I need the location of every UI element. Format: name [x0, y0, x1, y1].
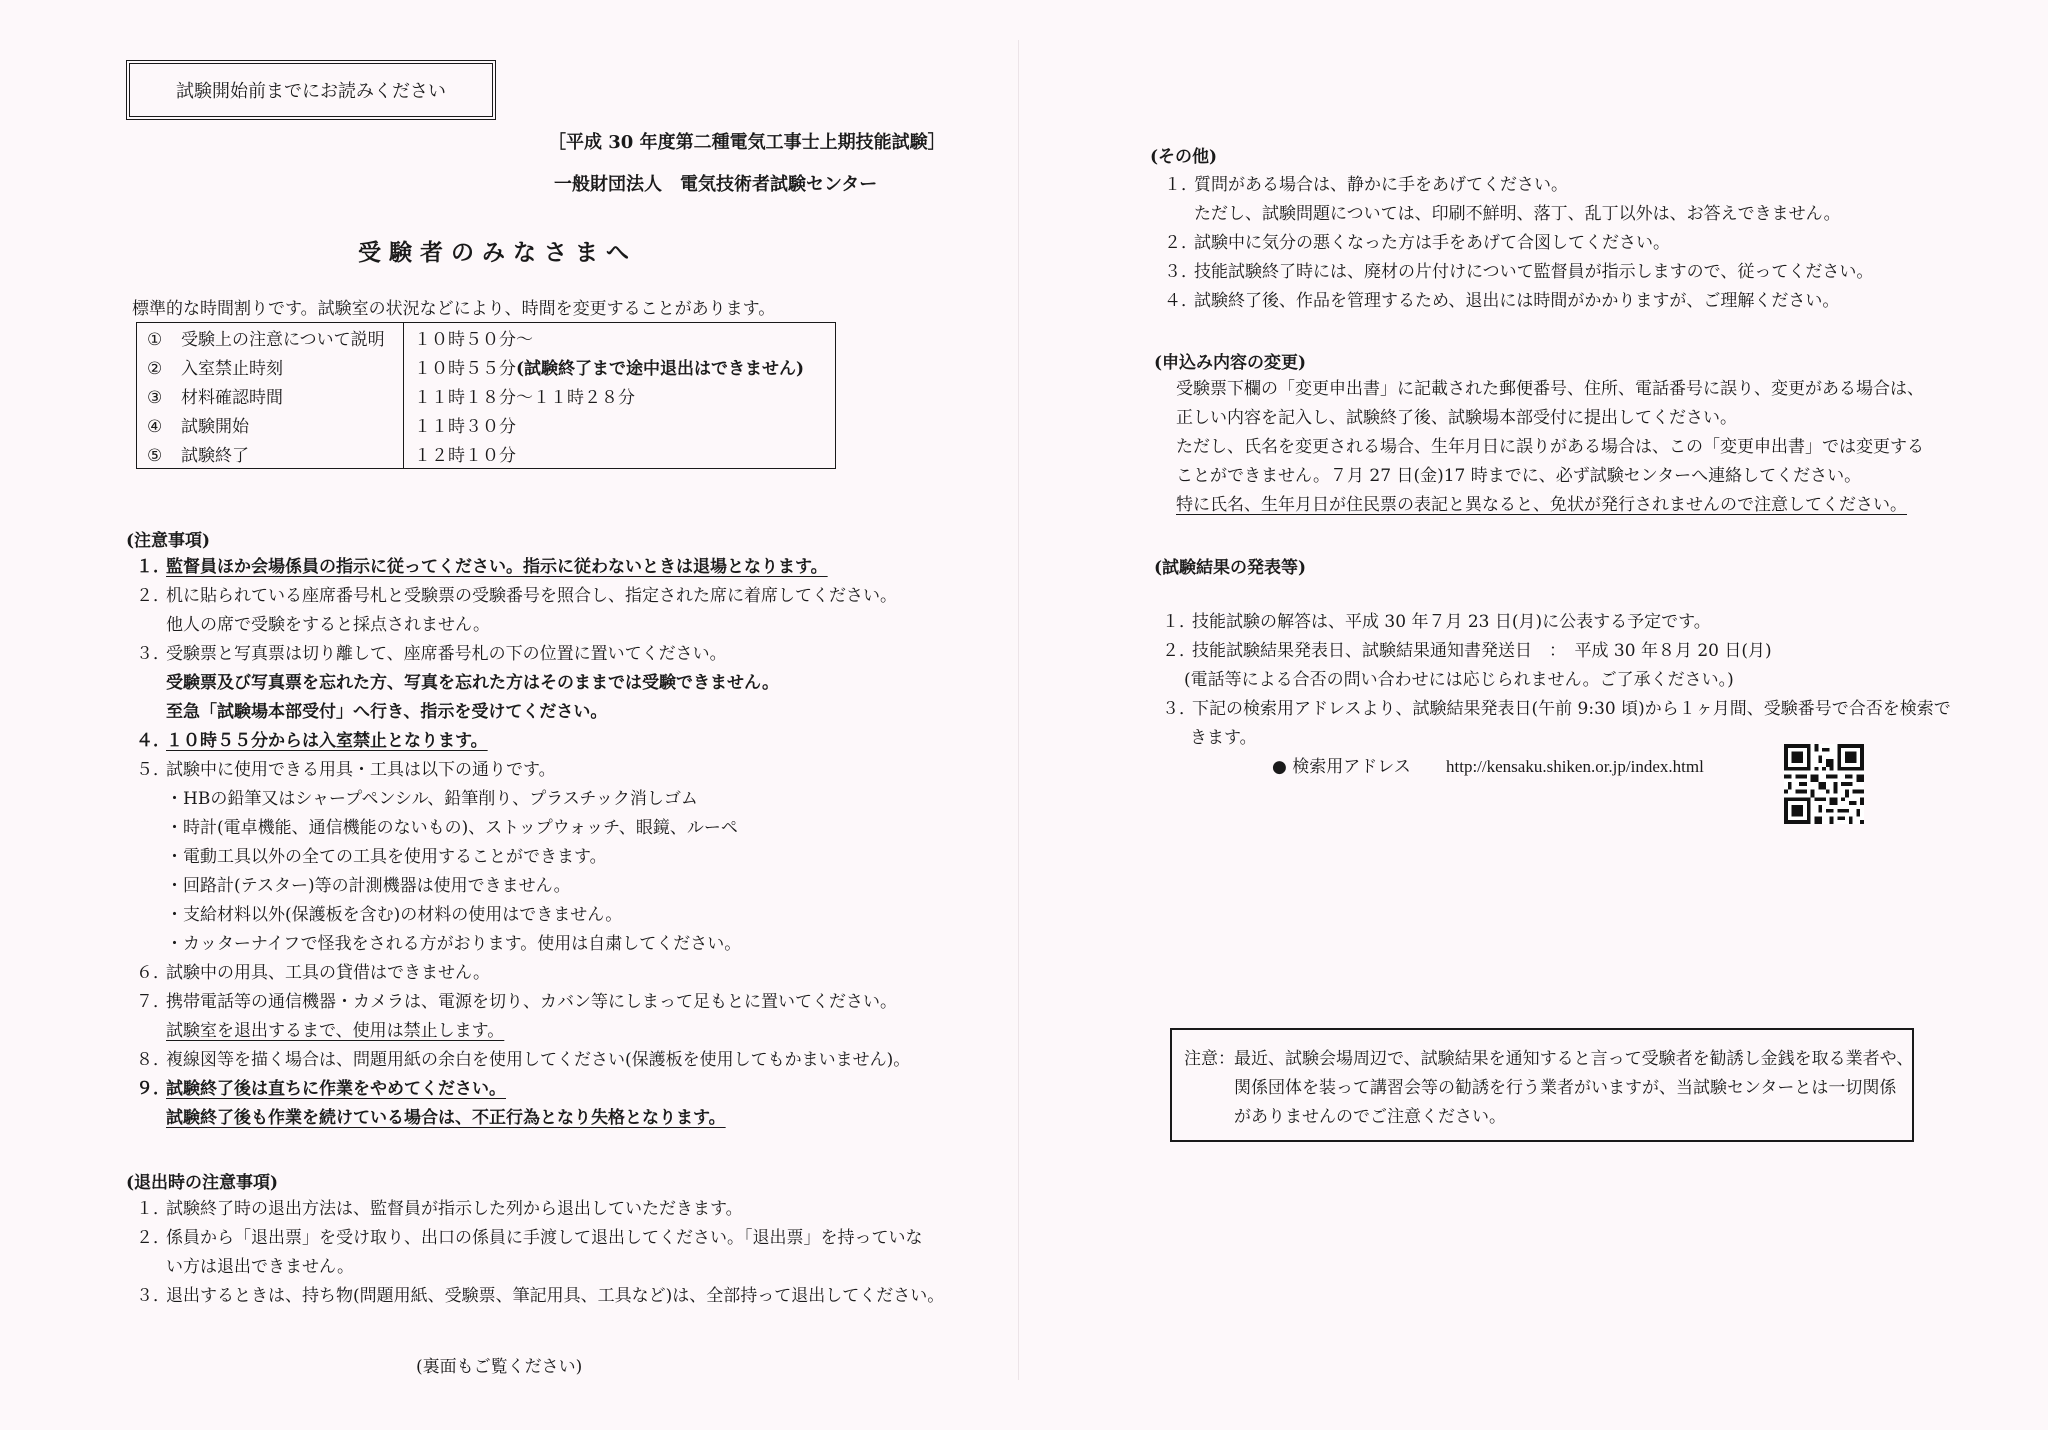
item-number: ８．: [136, 1050, 170, 1070]
read-before-exam-box: [126, 60, 496, 120]
list-item: [1162, 611, 1711, 633]
exam-title: ［平成 30 年度第二種電気工事士上期技能試験］: [548, 132, 946, 153]
list-item: [136, 556, 828, 578]
list-item: い方は退出できません。: [166, 1257, 355, 1277]
schedule-time: １１時１８分～１１時２８分: [414, 388, 635, 408]
page-fold-divider: [1018, 40, 1019, 1380]
item-number: ７．: [136, 992, 170, 1012]
list-item: ・電動工具以外の全ての工具を使用することができます。: [166, 847, 607, 867]
schedule-item: 試験開始: [181, 417, 249, 437]
list-item: [1164, 290, 1839, 312]
item-number: ３．: [136, 644, 170, 664]
caution-line: 最近、試験会場周辺で、試験結果を通知すると言って受験者を勧誘し金銭を取る業者や、: [1234, 1049, 1914, 1069]
item-number: ６．: [136, 963, 170, 983]
item-number: ４．: [1164, 291, 1198, 311]
list-item: [136, 585, 897, 607]
table-row: [137, 439, 836, 469]
schedule-item: 受験上の注意について説明: [181, 330, 385, 350]
item-text: 試験終了時の退出方法は、監督員が指示した列から退出していただきます。: [166, 1199, 743, 1219]
item-number: ２．: [1162, 641, 1196, 661]
paragraph-line: ただし、氏名を変更される場合、生年月日に誤りがある場合は、この「変更申出書」では変更する: [1176, 437, 1924, 457]
schedule-table: [136, 322, 836, 469]
item-text: 技能試験の解答は、平成 30 年７月 23 日(月)に公表する予定です。: [1192, 612, 1711, 632]
item-text: 携帯電話等の通信機器・カメラは、電源を切り、カバン等にしまって足もとに置いてください。: [166, 992, 897, 1012]
caution-line: がありませんのでご注意ください。: [1234, 1107, 1506, 1127]
list-item: [136, 1227, 923, 1249]
schedule-time: １２時１０分: [414, 446, 516, 466]
item-text: 試験終了後、作品を管理するため、退出には時間がかかりますが、ご理解ください。: [1194, 291, 1840, 311]
list-item: [1164, 261, 1873, 283]
changes-heading: (申込み内容の変更): [1154, 353, 1307, 373]
schedule-note: (試験終了まで途中退出はできません): [516, 359, 805, 379]
list-item: [136, 643, 727, 665]
item-text: 技能試験終了時には、廃材の片付けについて監督員が指示しますので、従ってください。: [1194, 262, 1874, 282]
row-number: ①: [147, 330, 163, 350]
schedule-item: 入室禁止時刻: [181, 359, 283, 379]
list-item: きます。: [1190, 728, 1257, 748]
item-number: ２．: [136, 586, 170, 606]
read-before-exam-text: 試験開始前までにお読みください: [176, 81, 446, 102]
item-number: １．: [136, 1199, 170, 1219]
paragraph-line: 受験票下欄の「変更申出書」に記載された郵便番号、住所、電話番号に誤り、変更がある場合は、: [1176, 379, 1924, 399]
schedule-time: １１時３０分: [414, 417, 516, 437]
item-text: 試験中に使用できる用具・工具は以下の通りです。: [166, 760, 556, 780]
schedule-item: 材料確認時間: [181, 388, 283, 408]
item-text: 試験中の用具、工具の貸借はできません。: [166, 963, 491, 983]
item-text: 監督員ほか会場係員の指示に従ってください。指示に従わないときは退場となります。: [166, 557, 828, 577]
row-number: ⑤: [147, 446, 163, 466]
item-number: ２．: [136, 1228, 170, 1248]
exit-heading: (退出時の注意事項): [126, 1173, 279, 1193]
table-row: [137, 381, 836, 410]
others-heading: (その他): [1150, 147, 1218, 167]
row-number: ③: [147, 388, 163, 408]
cautions-heading: (注意事項): [126, 531, 211, 551]
list-item: ・カッターナイフで怪我をされる方がおります。使用は自粛してください。: [166, 934, 742, 954]
paragraph-line: 正しい内容を記入し、試験終了後、試験場本部受付に提出してください。: [1176, 408, 1737, 428]
list-item: [136, 962, 490, 984]
list-item: ・支給材料以外(保護板を含む)の材料の使用はできません。: [166, 905, 623, 925]
list-item: ただし、試験問題については、印刷不鮮明、落丁、乱丁以外は、お答えできません。: [1194, 204, 1841, 224]
list-item: 試験終了後も作業を続けている場合は、不正行為となり失格となります。: [166, 1108, 726, 1128]
item-number: ３．: [1164, 262, 1198, 282]
search-url-link[interactable]: http://kensaku.shiken.or.jp/index.html: [1446, 757, 1704, 776]
list-item: 至急「試験場本部受付」へ行き、指示を受けてください。: [166, 702, 608, 722]
item-number: ３．: [136, 1286, 170, 1306]
item-number: ２．: [1164, 233, 1198, 253]
item-text: 退出するときは、持ち物(問題用紙、受験票、筆記用具、工具など)は、全部持って退出してください。: [166, 1286, 945, 1306]
list-item: [136, 991, 897, 1013]
qr-code-icon[interactable]: [1784, 742, 1864, 826]
schedule-intro: 標準的な時間割りです。試験室の状況などにより、時間を変更することがあります。: [132, 299, 776, 319]
caution-label: 注意：: [1184, 1049, 1235, 1069]
list-item: 他人の席で受験をすると採点されません。: [166, 615, 491, 635]
item-text: 質問がある場合は、静かに手をあげてください。: [1194, 175, 1568, 195]
list-item: ・時計(電卓機能、通信機能のないもの)、ストップウォッチ、眼鏡、ルーペ: [166, 818, 738, 838]
list-item: ・HBの鉛筆又はシャープペンシル、鉛筆削り、プラスチック消しゴム: [166, 789, 698, 809]
list-item: [136, 1049, 910, 1071]
item-text: 試験中に気分の悪くなった方は手をあげて合図してください。: [1194, 233, 1670, 253]
page-title: 受験者のみなさまへ: [358, 239, 637, 266]
item-number: １．: [136, 557, 170, 577]
item-number: ３．: [1162, 699, 1196, 719]
item-text: 受験票と写真票は切り離して、座席番号札の下の位置に置いてください。: [166, 644, 727, 664]
item-number: ５．: [136, 760, 170, 780]
list-item: 受験票及び写真票を忘れた方、写真を忘れた方はそのままでは受験できません。: [166, 673, 780, 693]
scam-caution-box: [1170, 1028, 1914, 1142]
schedule-item: 試験終了: [181, 446, 249, 466]
paragraph-line: ことができません。７月 27 日(金)17 時までに、必ず試験センターへ連絡してください。: [1176, 466, 1862, 486]
search-address-label: ● 検索用アドレス: [1272, 757, 1411, 777]
list-item: (電話等による合否の問い合わせには応じられません。ご了承ください。): [1184, 670, 1734, 690]
paragraph-line: 特に氏名、生年月日が住民票の表記と異なると、免状が発行されませんので注意してください。: [1176, 495, 1907, 515]
item-number: ９．: [136, 1079, 170, 1099]
table-row: [137, 323, 836, 353]
item-text: 机に貼られている座席番号札と受験票の受験番号を照合し、指定された席に着席してください。: [166, 586, 897, 606]
list-item: [136, 1285, 944, 1307]
table-row: [137, 410, 836, 439]
list-item: [136, 759, 556, 781]
list-item: [136, 1078, 506, 1100]
schedule-time: １０時５０分～: [414, 330, 533, 350]
list-item: [136, 1198, 743, 1220]
item-text: 複線図等を描く場合は、問題用紙の余白を使用してください(保護板を使用してもかまいません)。: [166, 1050, 911, 1070]
results-heading: (試験結果の発表等): [1154, 558, 1307, 578]
list-item: [1162, 640, 1772, 662]
row-number: ②: [147, 359, 163, 379]
table-row: [137, 352, 836, 381]
item-text: １０時５５分からは入室禁止となります。: [166, 731, 488, 751]
list-item: 試験室を退出するまで、使用は禁止します。: [166, 1021, 505, 1041]
list-item: [1162, 698, 1951, 720]
item-text: 下記の検索用アドレスより、試験結果発表日(午前 9:30 頃)から１ヶ月間、受験番号で合否を検索で: [1192, 699, 1951, 719]
item-number: １．: [1162, 612, 1196, 632]
item-text: 係員から「退出票」を受け取り、出口の係員に手渡して退出してください。「退出票」を持っていな: [166, 1228, 923, 1248]
item-text: 技能試験結果発表日、試験結果通知書発送日 ： 平成 30 年８月 20 日(月): [1192, 641, 1772, 661]
organization-name: 一般財団法人 電気技術者試験センター: [554, 174, 878, 195]
list-item: [136, 730, 488, 752]
caution-line: 関係団体を装って講習会等の勧誘を行う業者がいますが、当試験センターとは一切関係: [1234, 1078, 1897, 1098]
list-item: [1164, 232, 1670, 254]
item-text: 試験終了後は直ちに作業をやめてください。: [166, 1079, 506, 1099]
list-item: ・回路計(テスター)等の計測機器は使用できません。: [166, 876, 571, 896]
item-number: ４．: [136, 731, 170, 751]
item-number: １．: [1164, 175, 1198, 195]
see-reverse-note: (裏面もご覧ください): [416, 1357, 583, 1377]
schedule-time: １０時５５分: [414, 359, 516, 379]
list-item: [1164, 174, 1568, 196]
row-number: ④: [147, 417, 163, 437]
